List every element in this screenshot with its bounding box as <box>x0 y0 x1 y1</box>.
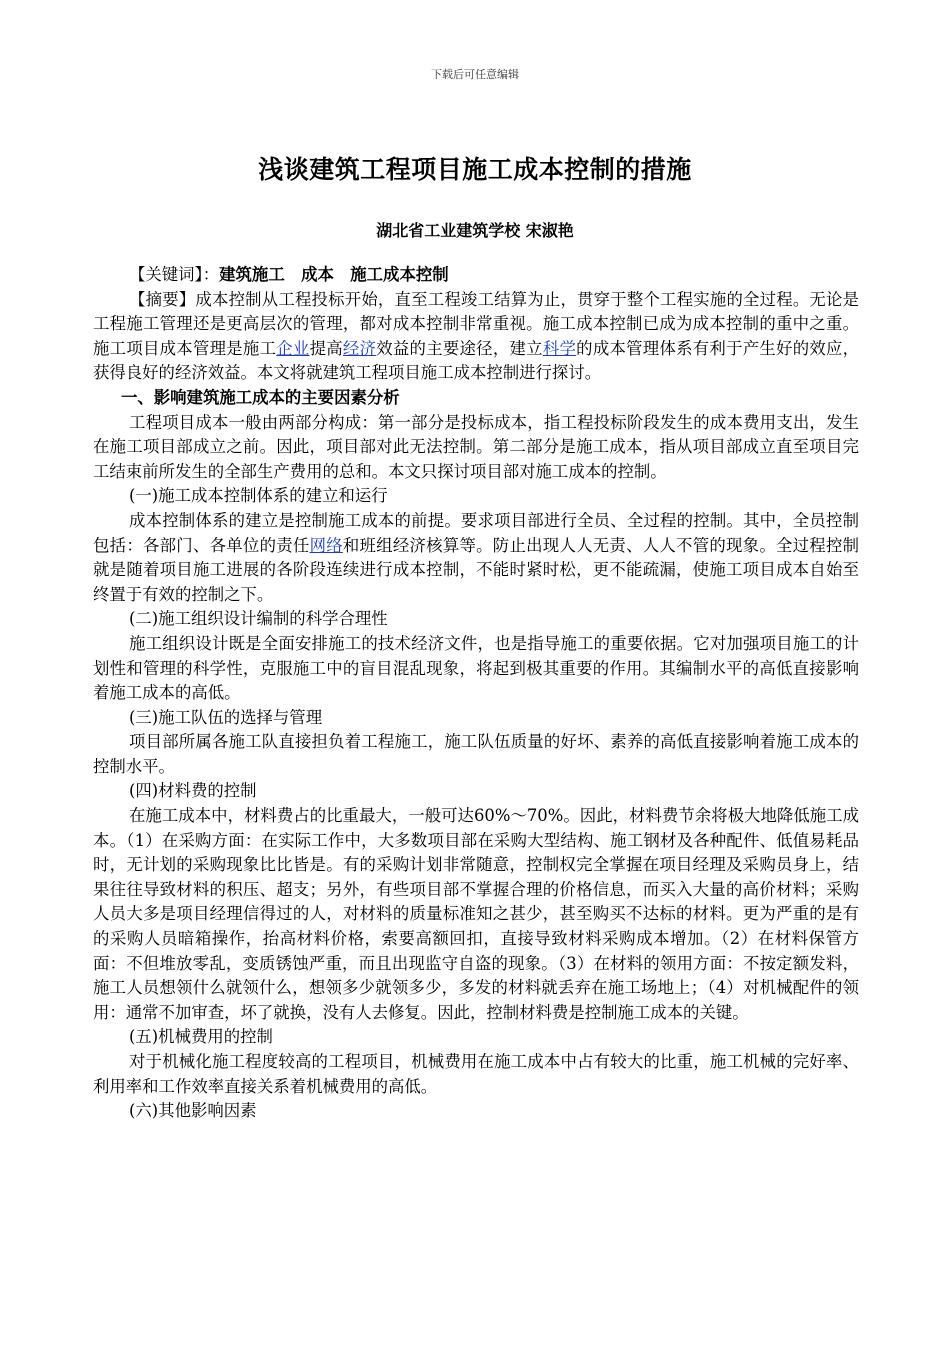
abstract-text-3: 效益的主要途径，建立 <box>376 338 543 358</box>
subsection-heading-5: (五)机械费用的控制 <box>129 1027 273 1047</box>
subsection-text-2: 施工组织设计既是全面安排施工的技术经济文件，也是指导施工的重要依据。它对加强项目施工的计划性和管理的科学性，克服施工中的盲目混乱现象，将起到极其重要的作用。其编制水平的高低直接影响着施工成本的高低。 <box>93 633 859 703</box>
subsection-text-1 <box>93 509 859 607</box>
subsection-text-4: 在施工成本中，材料费占的比重最大，一般可达60%～70%。因此，材料费节余将极大地降低施工成本。（1）在采购方面：在实际工作中，大多数项目部在采购大型结构、施工钢材及各种配件、低值易耗品时，无计划的采购现象比比皆是。有的采购计划非常随意，控制权完全掌握在项目经理及采购员身上，结果往往导致材料的积压、超支；另外，有些项目部不掌握合理的价格信息，而买入大量的高价材料；采购人员大多是项目经理信得过的人，对材料的质量标准知之甚少，甚至购买不达标的材料。更为严重的是有的采购人员暗箱操作，抬高材料价格，索要高额回扣，直接导致材料采购成本增加。（2）在材料保管方面：不但堆放零乱，变质锈蚀严重，而且出现监守自盗的现象。（3）在材料的领用方面：不按定额发料，施工人员想领什么就领什么，想领多少就领多少，多发的材料就丢弃在施工场地上；（4）对机械配件的领用：通常不加审查，坏了就换，没有人去修复。因此，控制材料费是控制施工成本的关键。 <box>93 806 859 1022</box>
document-title: 浅谈建筑工程项目施工成本控制的措施 <box>258 155 692 184</box>
abstract-paragraph <box>93 288 859 386</box>
abstract-text-1: 【摘要】成本控制从工程投标开始，直至工程竣工结算为止，贯穿于整个工程实施的全过程。无论是工程施工管理还是更高层次的管理，都对成本控制非常重视。施工成本控制已成为成本控制的重中之重。施工项目成本管理是施工 <box>93 289 859 358</box>
document-body <box>93 263 859 1124</box>
subsection-text-1b: 和班组经济核算等。防止出现人人无责、人人不管的现象。全过程控制就是随着项目施工进展的各阶段连续进行成本控制，不能时紧时松，更不能疏漏，使施工项目成本自始至终置于有效的控制之下。 <box>93 535 860 604</box>
section-intro: 工程项目成本一般由两部分构成：第一部分是投标成本，指工程投标阶段发生的成本费用支出，发生在施工项目部成立之前。因此，项目部对此无法控制。第二部分是施工成本，指从项目部成立直至项目完工结束前所发生的全部生产费用的总和。本文只探讨项目部对施工成本的控制。 <box>93 412 859 481</box>
subsection-heading-4: (四)材料费的控制 <box>129 781 257 801</box>
author-line: 湖北省工业建筑学校 宋淑艳 <box>376 221 574 240</box>
abstract-text-2: 提高 <box>309 338 343 358</box>
link-economy[interactable]: 经济 <box>342 338 377 358</box>
link-science[interactable]: 科学 <box>542 338 577 358</box>
abstract-text-4: 的成本管理体系有利于产生好的效应，获得良好的经济效益。本文将就建筑工程项目施工成本控制进行探讨。 <box>93 338 860 383</box>
subsection-text-5: 对于机械化施工程度较高的工程项目，机械费用在施工成本中占有较大的比重，施工机械的完好率、利用率和工作效率直接关系着机械费用的高低。 <box>93 1052 859 1096</box>
subsection-heading-6: (六)其他影响因素 <box>129 1101 257 1121</box>
link-network[interactable]: 网络 <box>309 535 343 555</box>
link-enterprise[interactable]: 企业 <box>276 338 310 358</box>
keywords-label: 【关键词】： <box>129 265 220 284</box>
keywords-items: 建筑施工 成本 施工成本控制 <box>219 265 449 284</box>
subsection-heading-3: (三)施工队伍的选择与管理 <box>129 707 323 727</box>
subsection-heading-1: (一)施工成本控制体系的建立和运行 <box>129 486 388 506</box>
subsection-text-3: 项目部所属各施工队直接担负着工程施工，施工队伍质量的好坏、素养的高低直接影响着施工成本的控制水平。 <box>93 732 859 776</box>
subsection-heading-2: (二)施工组织设计编制的科学合理性 <box>129 609 388 629</box>
section-heading: 一、影响建筑施工成本的主要因素分析 <box>121 387 400 407</box>
subsection-text-1a: 成本控制体系的建立是控制施工成本的前提。要求项目部进行全员、全过程的控制。其中，全员控制包括：各部门、各单位的责任 <box>93 510 859 555</box>
page-header-note: 下载后可任意编辑 <box>431 68 519 81</box>
keywords-line <box>93 263 859 288</box>
